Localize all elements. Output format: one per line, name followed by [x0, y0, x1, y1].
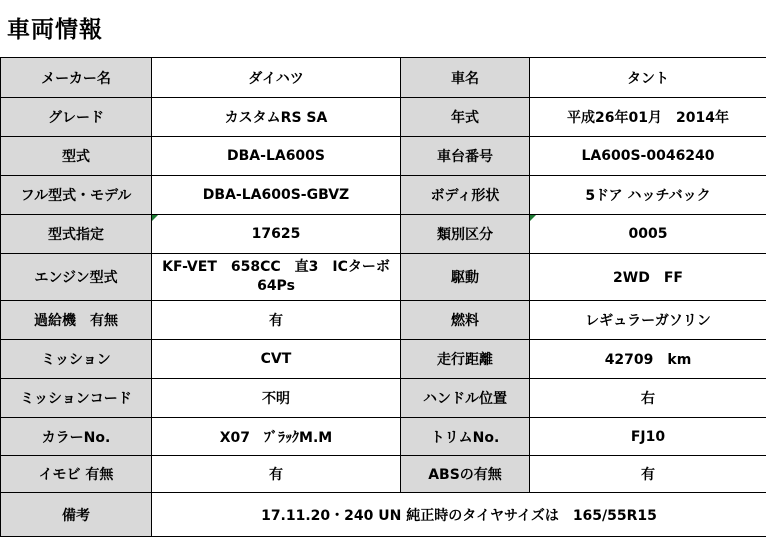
trim-number-label: トリムNo. — [401, 418, 530, 456]
remarks-value[interactable]: 17.11.20・240 UN 純正時のタイヤサイズは 165/55R15 — [152, 493, 766, 537]
mileage-label: 走行距離 — [401, 340, 530, 379]
row-designation — [1, 215, 766, 254]
trim-number-value[interactable]: FJ10 — [530, 418, 766, 456]
row-model-code — [1, 137, 766, 176]
grade-label: グレード — [1, 98, 152, 137]
immobilizer-value[interactable]: 有 — [152, 456, 401, 493]
engine-type-label: エンジン型式 — [1, 254, 152, 301]
model-year-label: 年式 — [401, 98, 530, 137]
color-number-label: カラーNo. — [1, 418, 152, 456]
full-model-value[interactable]: DBA-LA600S-GBVZ — [152, 176, 401, 215]
row-remarks — [1, 493, 766, 537]
row-color — [1, 418, 766, 456]
row-engine — [1, 254, 766, 301]
body-type-value[interactable]: 5ドア ハッチバック — [530, 176, 766, 215]
supercharger-value[interactable]: 有 — [152, 301, 401, 340]
car-name-label: 車名 — [401, 58, 530, 98]
engine-type-value[interactable]: KF-VET 658CC 直3 ICターボ 64Ps — [152, 254, 401, 301]
immobilizer-label: イモビ 有無 — [1, 456, 152, 493]
steering-position-label: ハンドル位置 — [401, 379, 530, 418]
fuel-label: 燃料 — [401, 301, 530, 340]
transmission-label: ミッション — [1, 340, 152, 379]
row-transmission — [1, 340, 766, 379]
row-transmission-code — [1, 379, 766, 418]
chassis-number-label: 車台番号 — [401, 137, 530, 176]
transmission-code-label: ミッションコード — [1, 379, 152, 418]
row-grade — [1, 98, 766, 137]
grade-value[interactable]: カスタムRS SA — [152, 98, 401, 137]
model-year-value[interactable]: 平成26年01月 2014年 — [530, 98, 766, 137]
row-immobilizer — [1, 456, 766, 493]
page-title: 車両情報 — [7, 17, 103, 43]
designation-value[interactable]: 17625 — [152, 215, 401, 254]
color-number-value[interactable]: X07 ﾌﾞﾗｯｸM.M — [152, 418, 401, 456]
fuel-value[interactable]: レギュラーガソリン — [530, 301, 766, 340]
car-name-value[interactable]: タント — [530, 58, 766, 98]
designation-label: 型式指定 — [1, 215, 152, 254]
full-model-label: フル型式・モデル — [1, 176, 152, 215]
chassis-number-value[interactable]: LA600S-0046240 — [530, 137, 766, 176]
model-code-label: 型式 — [1, 137, 152, 176]
vehicle-info-table — [0, 57, 766, 537]
row-full-model — [1, 176, 766, 215]
model-code-value[interactable]: DBA-LA600S — [152, 137, 401, 176]
transmission-value[interactable]: CVT — [152, 340, 401, 379]
maker-value[interactable]: ダイハツ — [152, 58, 401, 98]
steering-position-value[interactable]: 右 — [530, 379, 766, 418]
maker-label: メーカー名 — [1, 58, 152, 98]
remarks-label: 備考 — [1, 493, 152, 537]
classification-label: 類別区分 — [401, 215, 530, 254]
supercharger-label: 過給機 有無 — [1, 301, 152, 340]
row-supercharger — [1, 301, 766, 340]
abs-label: ABSの有無 — [401, 456, 530, 493]
row-maker — [1, 58, 766, 98]
drive-value[interactable]: 2WD FF — [530, 254, 766, 301]
mileage-value[interactable]: 42709 km — [530, 340, 766, 379]
body-type-label: ボディ形状 — [401, 176, 530, 215]
drive-label: 駆動 — [401, 254, 530, 301]
abs-value[interactable]: 有 — [530, 456, 766, 493]
classification-value[interactable]: 0005 — [530, 215, 766, 254]
transmission-code-value[interactable]: 不明 — [152, 379, 401, 418]
